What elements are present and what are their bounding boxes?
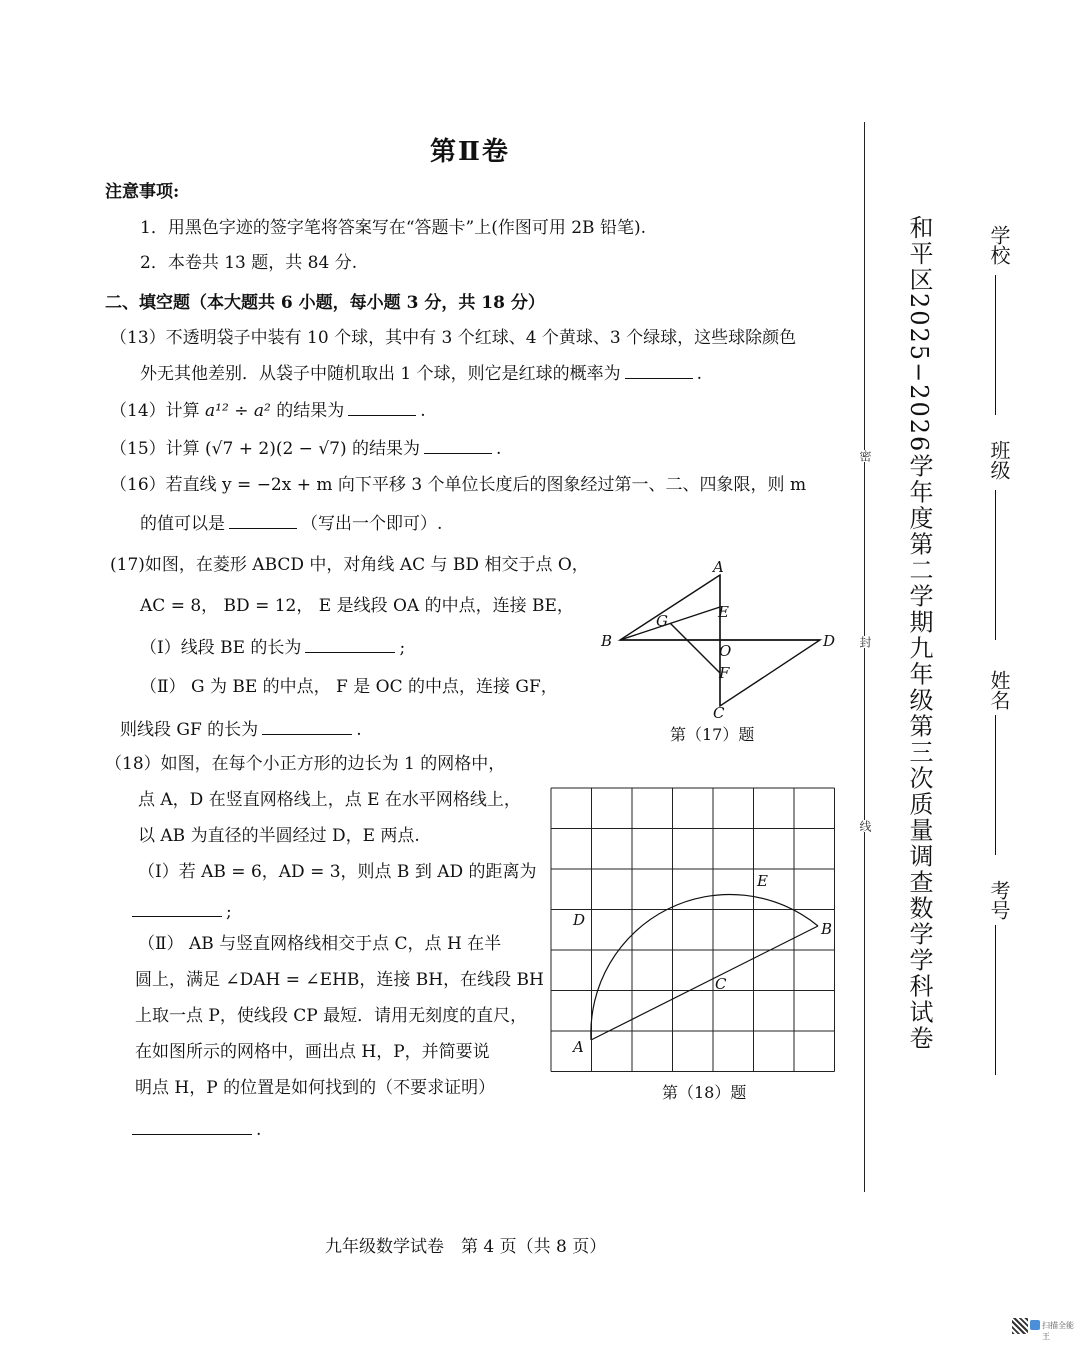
q17-line4: （Ⅱ） G 为 BE 的中点， F 是 OC 的中点，连接 GF，: [140, 677, 558, 697]
q18-line2: 点 A，D 在竖直网格线上，点 E 在水平网格线上，: [138, 790, 521, 810]
q16-pre: 的值可以是: [140, 514, 225, 534]
label-C: C: [715, 975, 727, 993]
answer-blank[interactable]: [305, 634, 395, 653]
answer-blank[interactable]: [625, 360, 693, 379]
q16-line2: [140, 510, 442, 536]
q14-pre: （14）计算: [110, 401, 200, 421]
answer-blank[interactable]: [424, 435, 492, 454]
label-C: C: [713, 704, 725, 720]
q13-line1: （13）不透明袋子中装有 10 个球，其中有 3 个红球、4 个黄球、3 个绿球，这些球除颜色: [110, 328, 797, 348]
label-O: O: [719, 642, 732, 660]
page-title: 第Ⅱ卷: [430, 137, 510, 167]
q18-line6: （Ⅱ） AB 与竖直网格线相交于点 C，点 H 在半: [138, 934, 502, 954]
q17-line2: AC = 8， BD = 12， E 是线段 OA 的中点，连接 BE，: [140, 596, 574, 616]
label-G: G: [656, 612, 668, 630]
q18-line10: 明点 H，P 的位置是如何找到的（不要求证明）: [135, 1078, 496, 1098]
label-B: B: [601, 632, 613, 650]
grid-lines: [551, 788, 835, 1072]
q15: （15）计算 (√7 + 2)(2 − √7) 的结果为 .: [110, 435, 501, 461]
segment-AB: [591, 926, 818, 1040]
qr-code-icon: [1012, 1318, 1028, 1334]
watermark-text: 扫描全能王: [1042, 1321, 1074, 1341]
label-F: F: [719, 664, 730, 682]
q14: （14）计算 a¹² ÷ a² 的结果为 .: [110, 397, 426, 423]
label-E: E: [718, 603, 729, 621]
q14-post: 的结果为: [276, 401, 345, 421]
q18-caption: 第（18）题: [662, 1083, 747, 1102]
q18-line5: ;: [132, 898, 232, 924]
binding-line: [864, 122, 865, 1192]
q15-expr: (√7 + 2)(2 − √7): [205, 439, 347, 459]
q18-line11: .: [132, 1116, 261, 1142]
semicircle-arc: [591, 894, 818, 1040]
section-heading: 二、填空题（本大题共 6 小题，每小题 3 分，共 18 分）: [105, 293, 545, 313]
cut-mark: 封: [858, 636, 872, 648]
q17-part1: （Ⅰ）线段 BE 的长为: [140, 638, 302, 658]
q18-line3: 以 AB 为直径的半圆经过 D，E 两点.: [138, 826, 420, 846]
field-name-input[interactable]: [995, 715, 996, 855]
q17-line5: 则线段 GF 的长为 .: [120, 716, 362, 742]
q18-line4: （Ⅰ）若 AB = 6，AD = 3，则点 B 到 AD 的距离为: [138, 862, 537, 882]
field-id-input[interactable]: [995, 925, 996, 1075]
grid-figure: [545, 782, 845, 1077]
rhombus-figure: [595, 560, 845, 720]
q15-post: 的结果为: [352, 439, 421, 459]
answer-blank[interactable]: [132, 1116, 252, 1135]
q17-part2: 则线段 GF 的长为: [120, 720, 259, 740]
q17-line3: （Ⅰ）线段 BE 的长为 ;: [140, 634, 405, 660]
label-E: E: [757, 872, 768, 890]
q16-line1: （16）若直线 y = −2x + m 向下平移 3 个单位长度后的图象经过第一、二、四象限，则 m: [110, 475, 807, 495]
answer-blank[interactable]: [348, 397, 416, 416]
field-class-input[interactable]: [995, 490, 996, 640]
q13-line2: 外无其他差别．从袋子中随机取出 1 个球，则它是红球的概率为 .: [140, 360, 702, 386]
q18-line8: 上取一点 P，使线段 CP 最短．请用无刻度的直尺，: [135, 1006, 528, 1026]
label-B: B: [821, 920, 833, 938]
exam-title-vertical: 和平区2025−2026学年度第二学期九年级第三次质量调查数学学科试卷: [905, 215, 933, 1052]
answer-blank[interactable]: [229, 510, 297, 529]
q18-line1: （18）如图，在每个小正方形的边长为 1 的网格中，: [105, 754, 506, 774]
cut-mark: 密: [858, 450, 872, 462]
field-class-label: 班级: [987, 440, 1011, 480]
q13-text: 外无其他差别．从袋子中随机取出 1 个球，则它是红球的概率为: [140, 364, 621, 384]
label-A: A: [713, 560, 724, 576]
label-D: D: [823, 632, 836, 650]
q17-caption: 第（17）题: [670, 725, 755, 744]
q18-line7: 圆上，满足 ∠DAH = ∠EHB，连接 BH，在线段 BH: [135, 970, 544, 990]
notice-item: 1．用黑色字迹的签字笔将答案写在“答题卡”上(作图可用 2B 铅笔).: [140, 218, 646, 238]
field-id-label: 考号: [987, 880, 1011, 920]
q14-expr: a¹² ÷ a²: [205, 401, 271, 421]
answer-blank[interactable]: [262, 716, 352, 735]
field-school-label: 学校: [987, 225, 1011, 265]
q15-pre: （15）计算: [110, 439, 200, 459]
label-A: A: [573, 1038, 584, 1056]
q17-line1: (17)如图，在菱形 ABCD 中，对角线 AC 与 BD 相交于点 O，: [110, 555, 589, 575]
answer-blank[interactable]: [132, 898, 222, 917]
label-D: D: [573, 911, 586, 929]
cut-mark: 线: [858, 820, 872, 832]
field-school-input[interactable]: [995, 275, 996, 415]
q18-line9: 在如图所示的网格中，画出点 H，P，并简要说: [135, 1042, 490, 1062]
field-name-label: 姓名: [987, 670, 1011, 710]
page-footer: 九年级数学试卷 第 4 页（共 8 页）: [325, 1237, 607, 1257]
notice-heading: 注意事项:: [105, 182, 180, 202]
scanner-logo-icon: [1030, 1320, 1040, 1330]
segment-GF: [670, 623, 720, 673]
notice-item: 2．本卷共 13 题，共 84 分.: [140, 253, 358, 273]
q16-post: （写出一个即可）.: [301, 514, 443, 534]
